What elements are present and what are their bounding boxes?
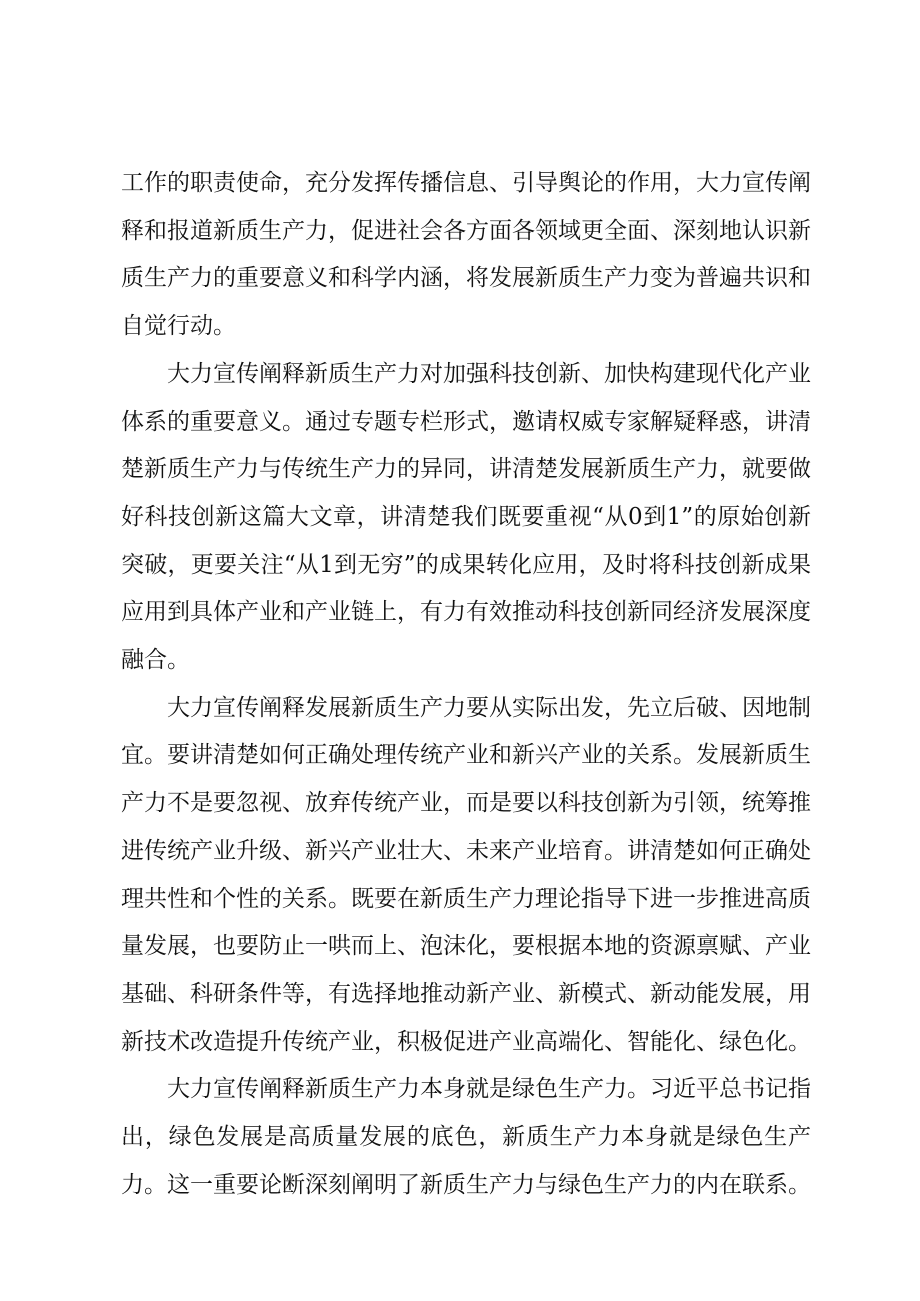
paragraph-1: 工作的职责使命，充分发挥传播信息、引导舆论的作用，大力宣传阐释和报道新质生产力，促进社会各方面各领域更全面、深刻地认识新质生产力的重要意义和科学内涵，将发展新质生产力变为普遍共识和自觉行动。 — [121, 170, 811, 340]
paragraph-4: 大力宣传阐释新质生产力本身就是绿色生产力。习近平总书记指出，绿色发展是高质量发展的底色，新质生产力本身就是绿色生产力。这一重要论断深刻阐明了新质生产力与绿色生产力的内在联系。 — [121, 1076, 811, 1198]
paragraph-3: 大力宣传阐释发展新质生产力要从实际出发，先立后破、因地制宜。要讲清楚如何正确处理传统产业和新兴产业的关系。发展新质生产力不是要忽视、放弃传统产业，而是要以科技创新为引领，统筹推进传统产业升级、新兴产业壮大、未来产业培育。讲清楚如何正确处理共性和个性的关系。既要在新质生产力理论指导下进一步推进高质量发展，也要防止一哄而上、泡沫化，要根据本地的资源禀赋、产业基础、科研条件等，有选择地推动新产业、新模式、新动能发展，用新技术改造提升传统产业，积极促进产业高端化、智能化、绿色化。 — [121, 694, 811, 1055]
document-body — [121, 160, 811, 1209]
paragraph-2: 大力宣传阐释新质生产力对加强科技创新、加快构建现代化产业体系的重要意义。通过专题专栏形式，邀请权威专家解疑释惑，讲清楚新质生产力与传统生产力的异同，讲清楚发展新质生产力，就要做好科技创新这篇大文章，讲清楚我们既要重视“从0到1”的原始创新突破，更要关注“从1到无穷”的成果转化应用，及时将科技创新成果应用到具体产业和产业链上，有力有效推动科技创新同经济发展深度融合。 — [121, 360, 811, 674]
